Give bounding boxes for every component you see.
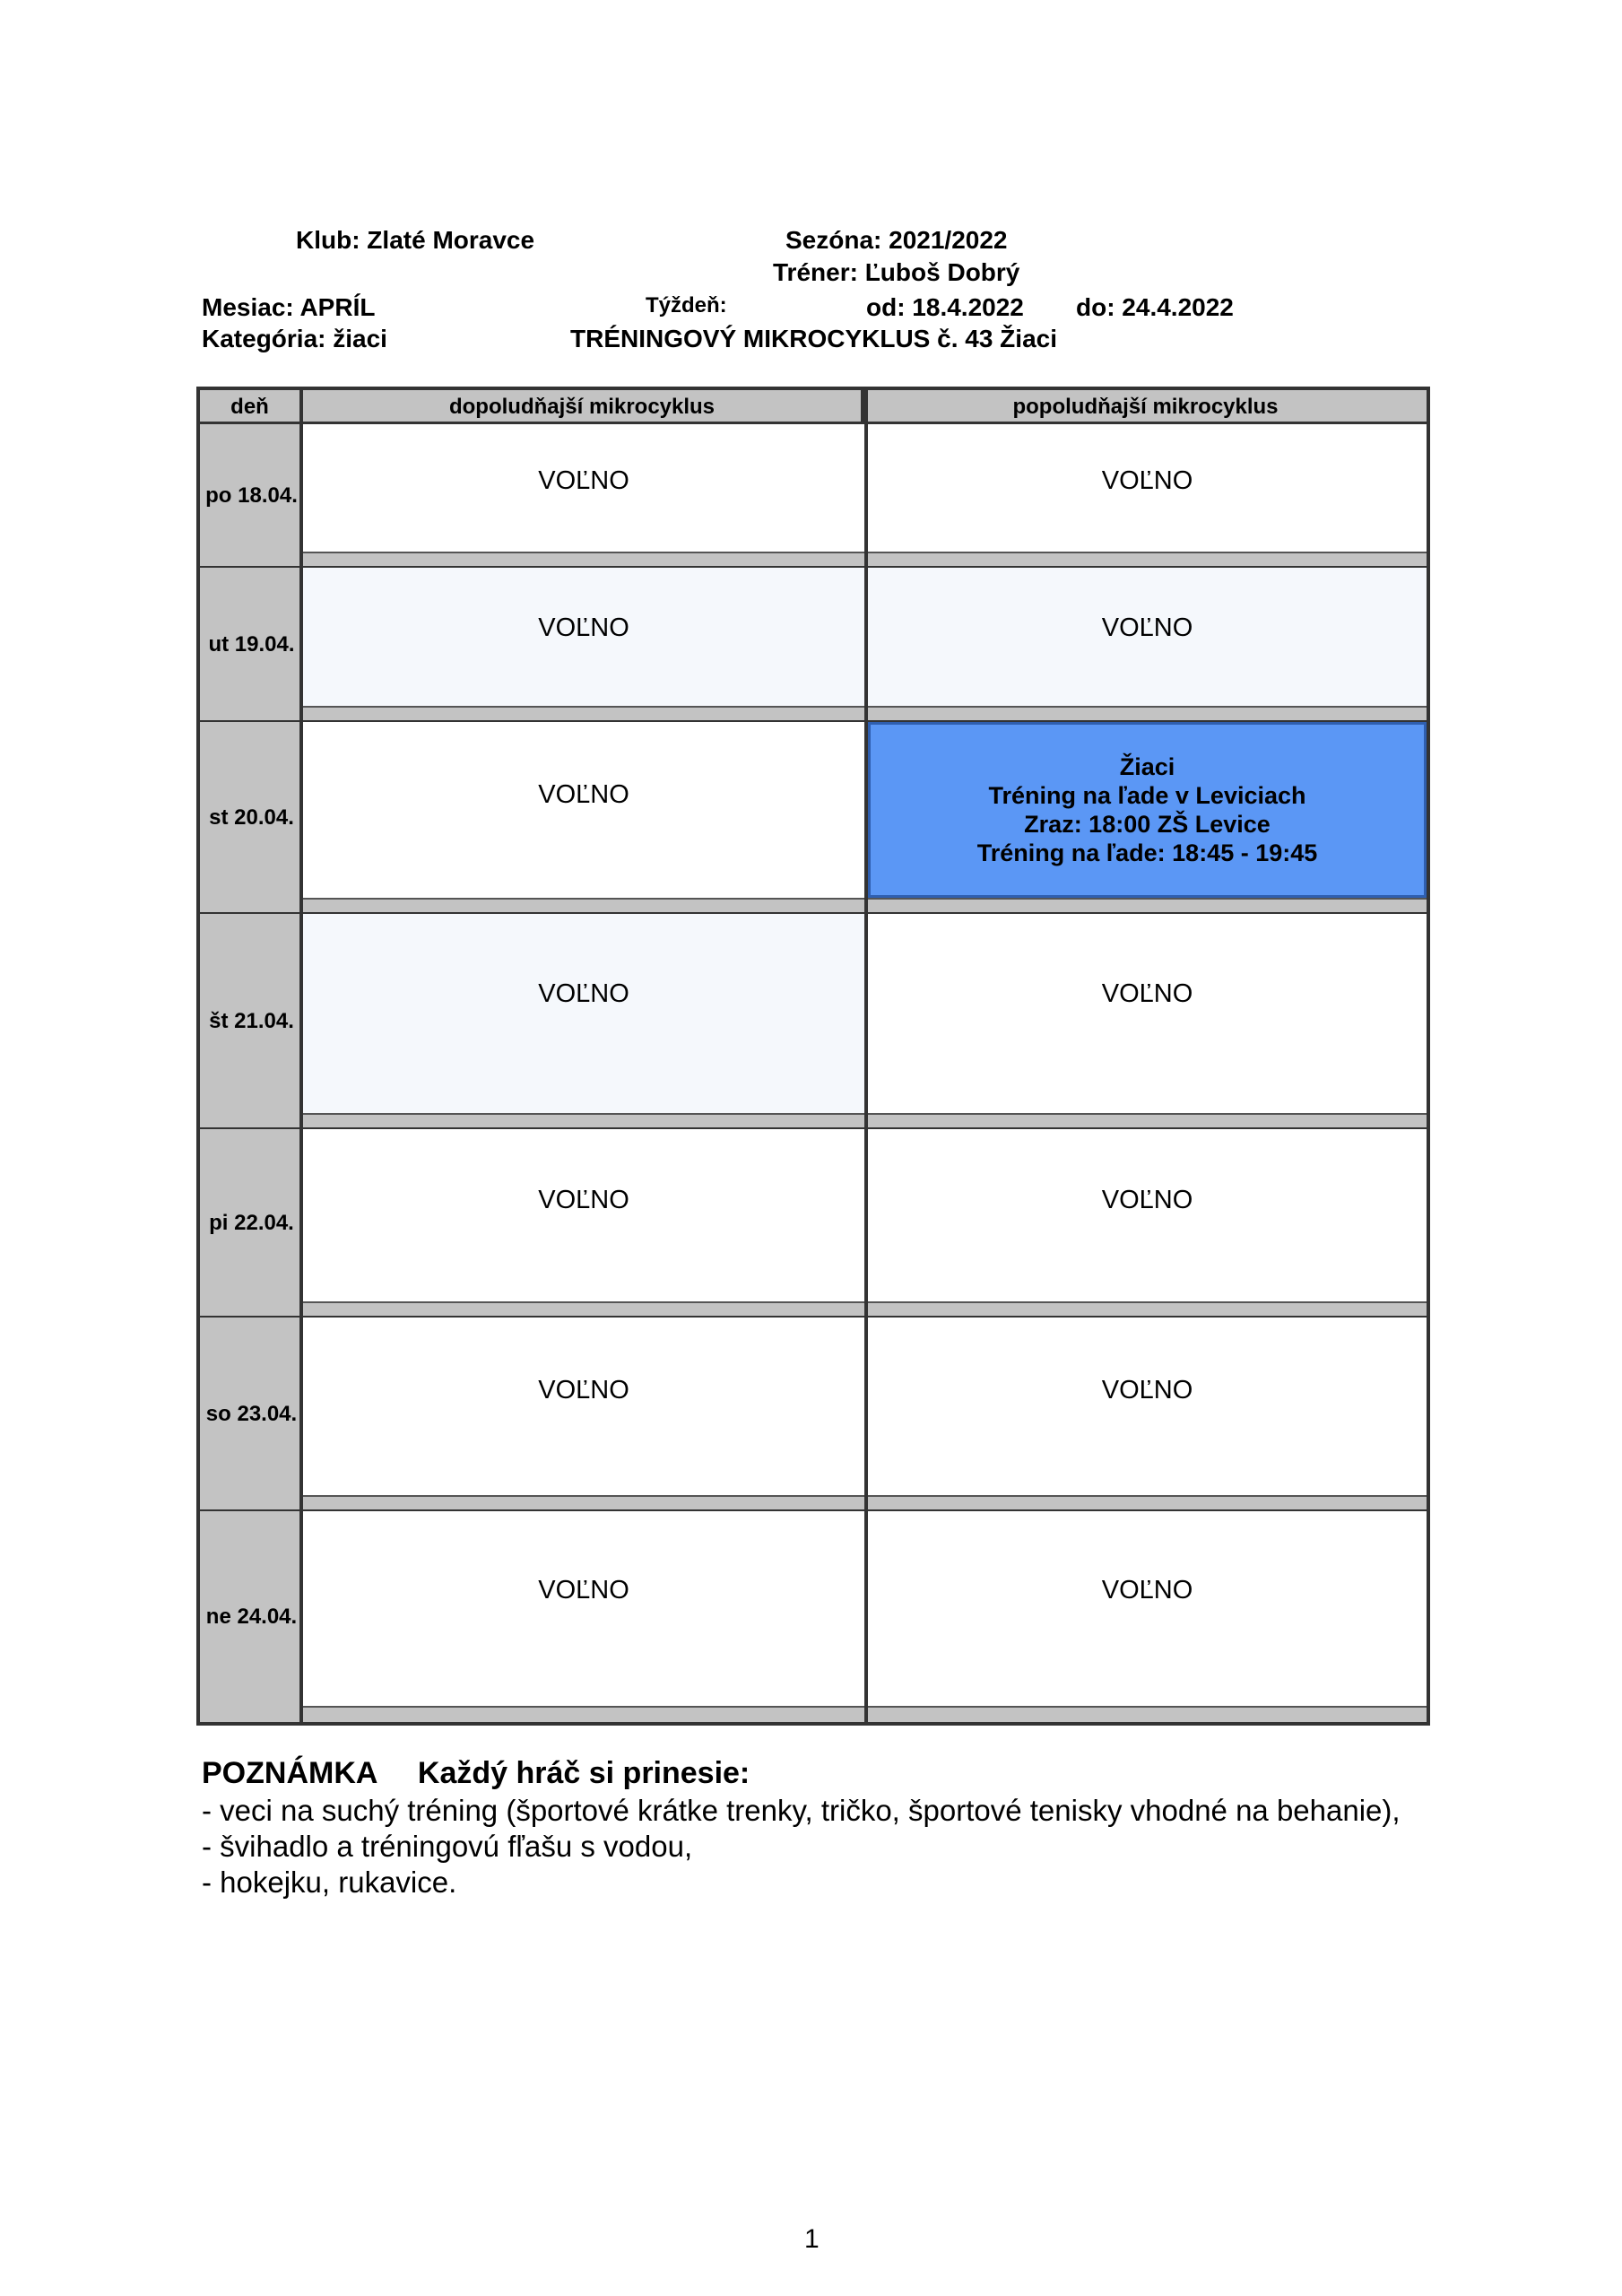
note-subtitle: Každý hráč si prinesie: — [417, 1756, 750, 1790]
week-label: Týždeň: — [646, 293, 727, 317]
club-name: Klub: Zlaté Moravce — [296, 226, 535, 254]
day-label: so 23.04. — [205, 1402, 298, 1426]
row-footer-strip — [868, 1706, 1427, 1722]
afternoon-activity: VOĽNO — [1101, 1576, 1193, 1605]
morning-cell — [303, 1129, 864, 1301]
page-number: 1 — [804, 2224, 820, 2254]
note-line: - švihadlo a tréningovú fľašu s vodou, — [202, 1830, 693, 1863]
morning-cell — [303, 568, 864, 706]
morning-activity: VOĽNO — [538, 613, 629, 642]
afternoon-cell — [868, 914, 1427, 1113]
morning-cell — [303, 1318, 864, 1495]
morning-cell — [303, 1511, 864, 1706]
morning-cell — [303, 424, 864, 552]
afternoon-cell — [868, 1318, 1427, 1495]
afternoon-cell — [868, 424, 1427, 552]
afternoon-cell — [868, 1129, 1427, 1301]
day-label: št 21.04. — [209, 1009, 294, 1033]
day-label: st 20.04. — [209, 805, 294, 830]
column-separator — [864, 390, 868, 1722]
note-block — [202, 1756, 750, 1791]
morning-activity: VOĽNO — [538, 1376, 629, 1405]
note-line: - hokejku, rukavice. — [202, 1866, 457, 1899]
morning-activity: VOĽNO — [538, 979, 629, 1008]
trainer: Tréner: Ľuboš Dobrý — [773, 258, 1020, 286]
row-footer-strip — [303, 1706, 864, 1722]
month: Mesiac: APRÍL — [202, 293, 376, 321]
morning-activity: VOĽNO — [538, 780, 629, 809]
season: Sezóna: 2021/2022 — [785, 226, 1008, 254]
morning-cell — [303, 722, 864, 898]
afternoon-cell — [868, 1511, 1427, 1706]
afternoon-activity: VOĽNO — [1101, 1186, 1193, 1214]
day-label: po 18.04. — [205, 483, 298, 508]
microcycle-title: TRÉNINGOVÝ MIKROCYKLUS č. 43 Žiaci — [570, 325, 1057, 352]
morning-activity: VOĽNO — [538, 1186, 629, 1214]
afternoon-activity: VOĽNO — [1101, 979, 1193, 1008]
afternoon-activity: Žiaci Tréning na ľade v Leviciach Zraz: 18:00 ZŠ Levice Tréning na ľade: 18:45 - 19:45 — [976, 753, 1318, 866]
afternoon-cell — [868, 568, 1427, 706]
column-header-morning: dopoludňajší mikrocyklus — [303, 390, 864, 424]
morning-activity: VOĽNO — [538, 1576, 629, 1605]
morning-activity: VOĽNO — [538, 466, 629, 495]
morning-cell — [303, 914, 864, 1113]
afternoon-activity: VOĽNO — [1101, 613, 1193, 642]
training-session-cell — [868, 722, 1427, 898]
note-line: - veci na suchý tréning (športové krátke trenky, tričko, športové tenisky vhodné na behanie), — [202, 1794, 1401, 1827]
column-header-day: deň — [200, 390, 303, 424]
note-title: POZNÁMKA — [202, 1756, 378, 1790]
afternoon-activity: VOĽNO — [1101, 1376, 1193, 1405]
week-to: do: 24.4.2022 — [1076, 293, 1234, 321]
schedule-table — [196, 387, 1430, 1726]
category: Kategória: žiaci — [202, 325, 387, 352]
day-label: ut 19.04. — [208, 632, 295, 657]
day-label: ne 24.04. — [205, 1604, 298, 1629]
week-from: od: 18.4.2022 — [866, 293, 1024, 321]
day-label: pi 22.04. — [209, 1211, 294, 1235]
afternoon-activity: VOĽNO — [1101, 466, 1193, 495]
column-header-afternoon: popoludňajší mikrocyklus — [864, 390, 1427, 424]
